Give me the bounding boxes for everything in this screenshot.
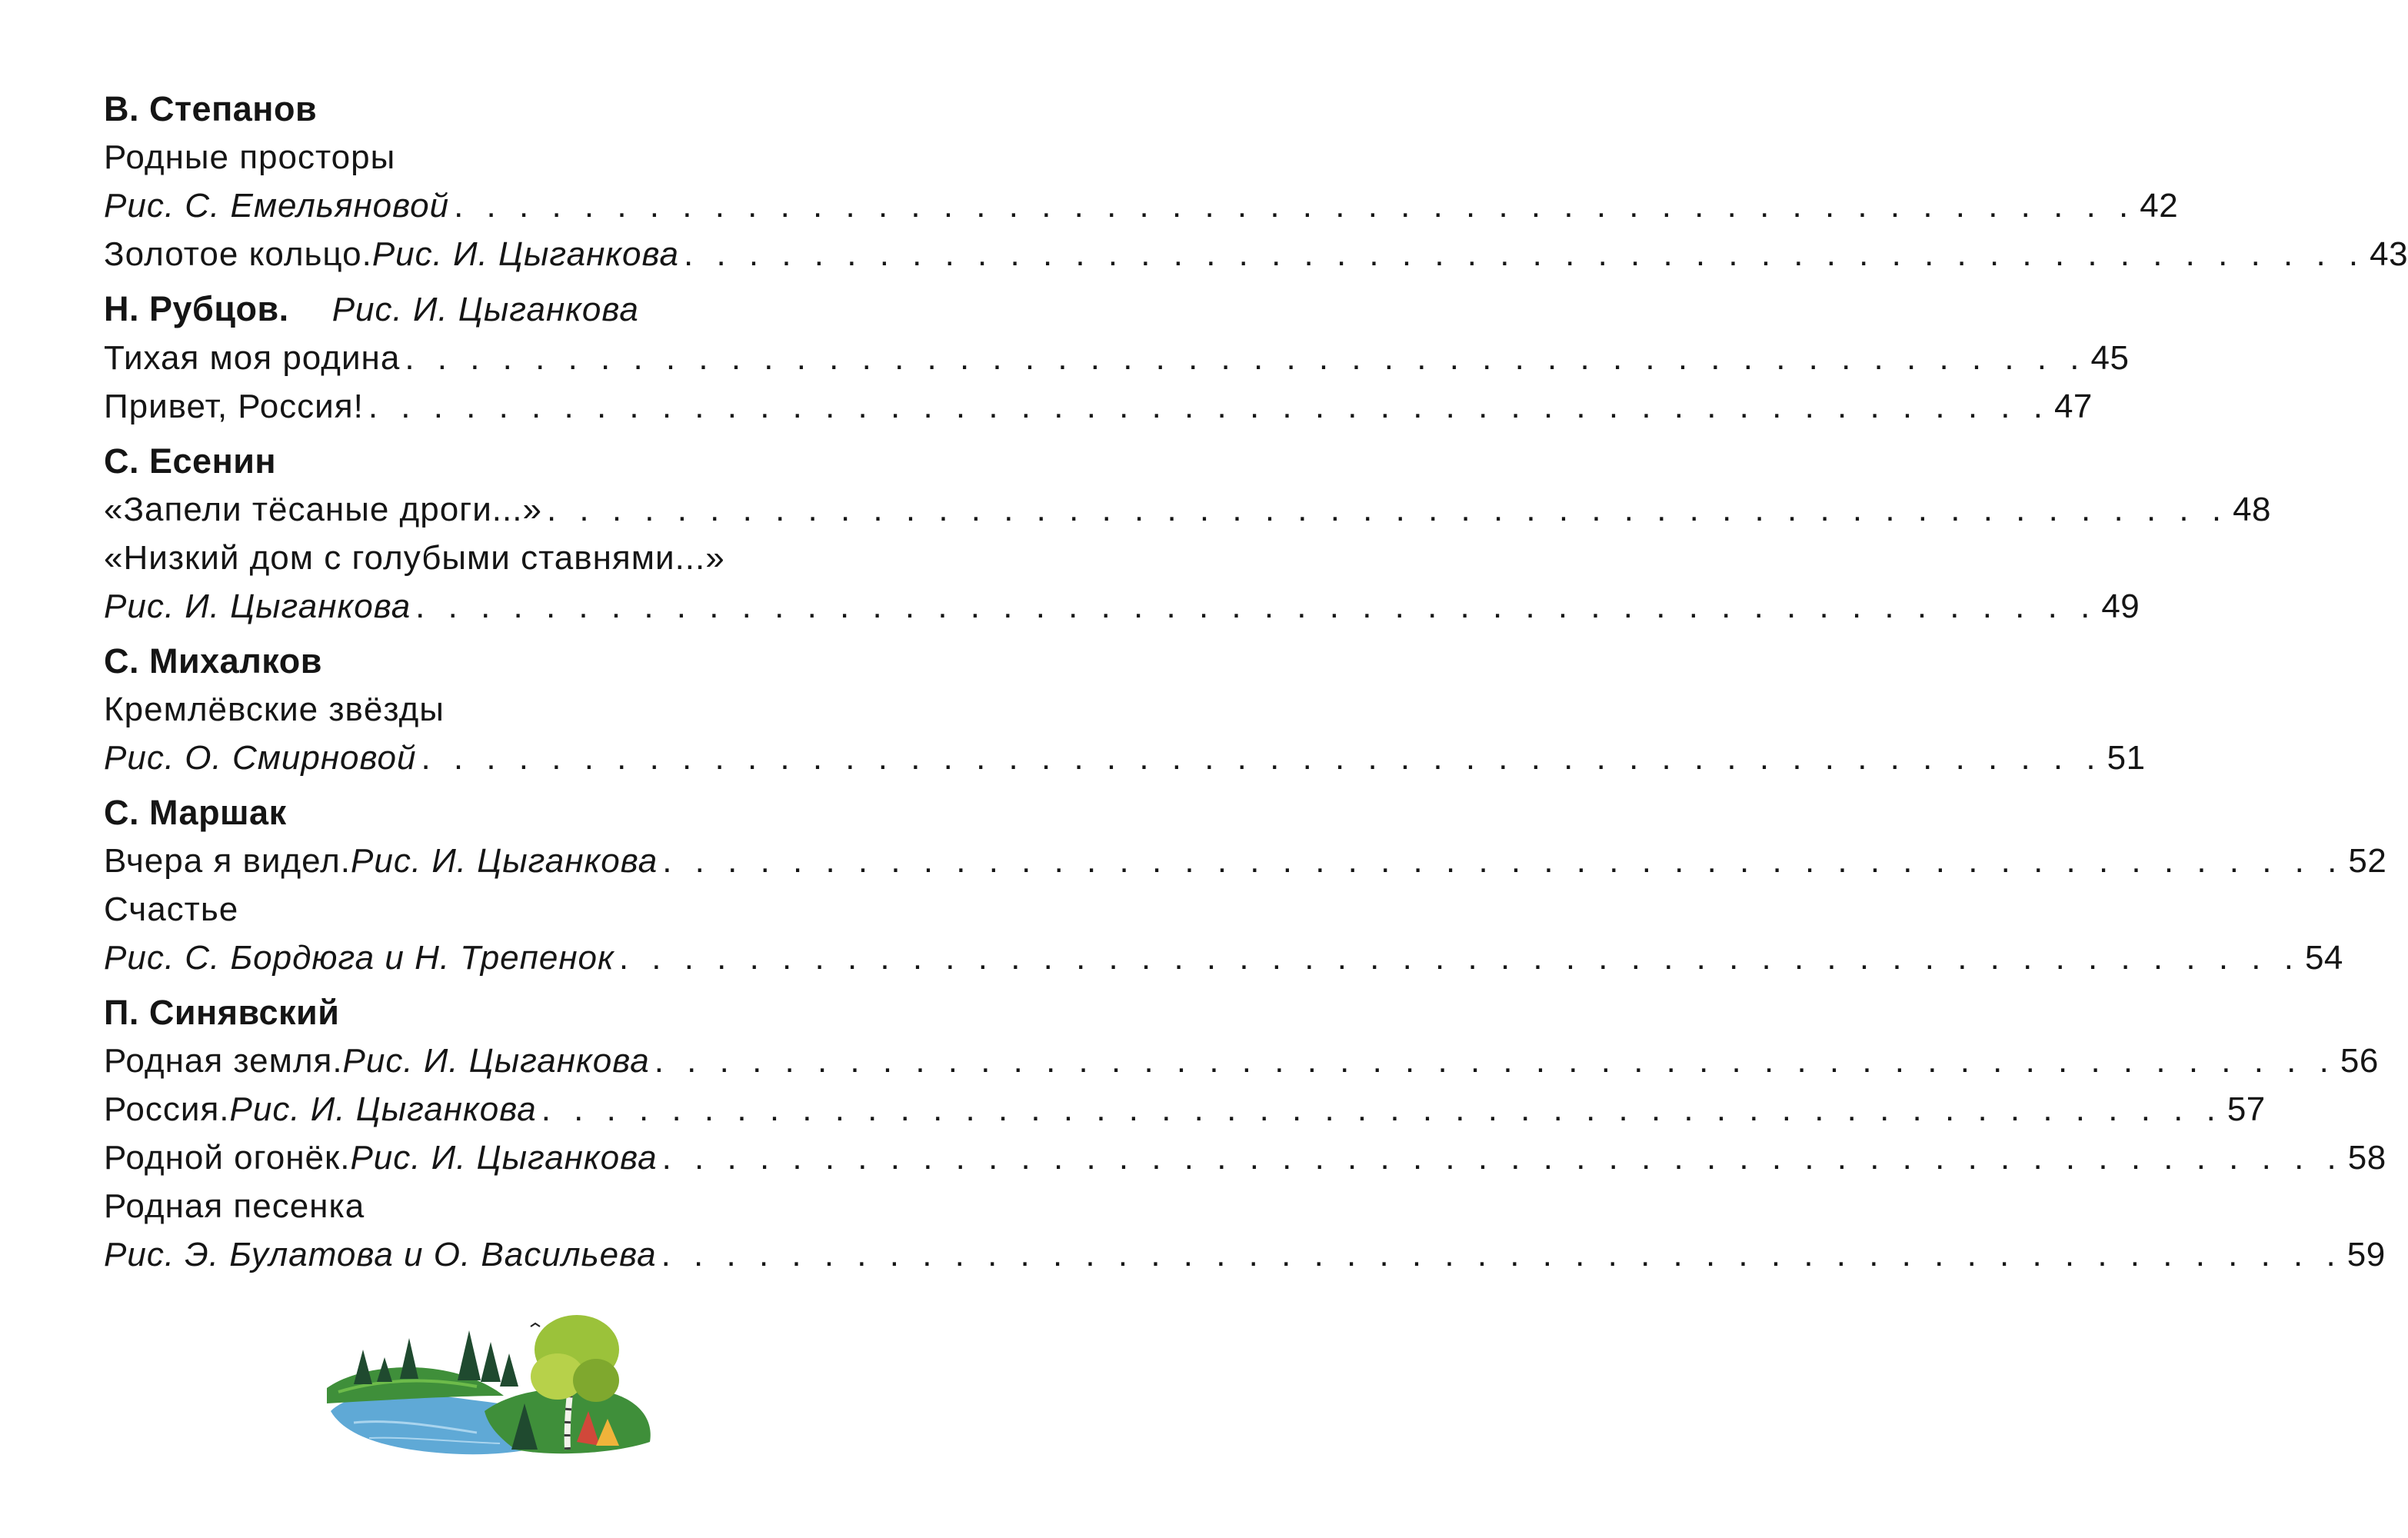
author-esenin: С. Есенин xyxy=(104,441,277,481)
toc-item-title: Родная песенка xyxy=(104,1187,365,1225)
toc-title-line xyxy=(104,885,901,934)
page-number: 42 xyxy=(2140,187,2179,225)
page-number: 47 xyxy=(2053,388,2093,425)
page-number: 58 xyxy=(2347,1139,2386,1177)
dot-leader: . . . . . . . . . . . . . . . . . . . . . . . . . . . . . . . . . . . . . . . . . . . . . . . . . . . . xyxy=(421,739,2103,777)
table-of-contents xyxy=(104,85,2408,1279)
page-number: 43 xyxy=(2370,235,2408,273)
toc-item-title: Родная земля. xyxy=(104,1042,343,1080)
page-number: 54 xyxy=(2304,939,2343,977)
author-mikhalkov: С. Михалков xyxy=(104,641,322,681)
page-number: 52 xyxy=(2348,842,2387,880)
author-illustrator: Рис. И. Цыганкова xyxy=(331,291,639,328)
dot-leader: . . . . . . . . . . . . . . . . . . . . . . . . . . . . . . . . . . . . . . . . . . . . . . . . . . . . xyxy=(618,939,2300,977)
author-sinyavsky: П. Синявский xyxy=(104,993,340,1032)
dot-leader: . . . . . . . . . . . . . . . . . . . . . . . . . . . . . . . . . . . . . . . . . . . . . . . . . . . . xyxy=(415,588,2097,625)
toc-item-illustrator: Рис. С. Бордюга и Н. Трепенок xyxy=(104,939,614,977)
toc-item-illustrator: Рис. О. Смирновой xyxy=(104,739,417,777)
toc-item-title: Кремлёвские звёзды xyxy=(104,691,445,728)
toc-item-illustrator: Рис. И. Цыганкова xyxy=(229,1090,537,1128)
author-name: Н. Рубцов. xyxy=(104,289,289,328)
toc-item-illustrator: Рис. И. Цыганкова xyxy=(350,1139,658,1177)
toc-item-title: Россия. xyxy=(104,1090,230,1128)
toc-item-illustrator: Рис. И. Цыганкова xyxy=(371,235,679,273)
dot-leader: . . . . . . . . . . . . . . . . . . . . . . . . . . . . . . . . . . . . . . . . . . . . . . . . . . . . xyxy=(454,187,2136,225)
toc-entry[interactable] xyxy=(104,1134,2386,1182)
toc-item-title: Родные просторы xyxy=(104,138,396,176)
author-stepanov: В. Степанов xyxy=(104,89,318,128)
dot-leader: . . . . . . . . . . . . . . . . . . . . . . . . . . . . . . . . . . . . . . . . . . . . . . . . . . . . xyxy=(662,842,2344,880)
toc-entry[interactable] xyxy=(104,1085,2266,1134)
toc-entry[interactable] xyxy=(104,934,2343,982)
toc-entry[interactable] xyxy=(104,1230,2386,1279)
toc-entry[interactable] xyxy=(104,230,2408,278)
toc-item-title: Родной огонёк. xyxy=(104,1139,351,1177)
toc-item-title: «Запели тёсаные дроги...» xyxy=(104,491,542,528)
toc-item-illustrator: Рис. Э. Булатова и О. Васильева xyxy=(104,1236,657,1273)
toc-title-line xyxy=(104,1182,901,1230)
toc-item-title: Счастье xyxy=(104,891,239,928)
toc-entry[interactable] xyxy=(104,734,2146,782)
dot-leader: . . . . . . . . . . . . . . . . . . . . . . . . . . . . . . . . . . . . . . . . . . . . . . . . . . . . xyxy=(661,1236,2343,1273)
page-number: 48 xyxy=(2233,491,2272,528)
dot-leader: . . . . . . . . . . . . . . . . . . . . . . . . . . . . . . . . . . . . . . . . . . . . . . . . . . . . xyxy=(546,491,2229,528)
page-number: 45 xyxy=(2090,339,2130,377)
toc-title-line xyxy=(104,534,901,582)
toc-entry[interactable] xyxy=(104,382,2093,431)
toc-entry[interactable] xyxy=(104,485,2272,534)
toc-item-illustrator: Рис. И. Цыганкова xyxy=(342,1042,650,1080)
dot-leader: . . . . . . . . . . . . . . . . . . . . . . . . . . . . . . . . . . . . . . . . . . . . . . . . . . . . xyxy=(661,1139,2343,1177)
toc-entry[interactable] xyxy=(104,334,2130,382)
toc-title-line xyxy=(104,133,901,181)
toc-item-title: Тихая моя родина xyxy=(104,339,401,377)
page-number: 51 xyxy=(2107,739,2146,777)
toc-item-title: «Низкий дом с голубыми ставнями...» xyxy=(104,539,725,577)
toc-entry[interactable] xyxy=(104,837,2387,885)
toc-item-illustrator: Рис. С. Емельяновой xyxy=(104,187,450,225)
page-number: 59 xyxy=(2346,1236,2386,1273)
page-number: 56 xyxy=(2340,1042,2379,1080)
dot-leader: . . . . . . . . . . . . . . . . . . . . . . . . . . . . . . . . . . . . . . . . . . . . . . . . . . . . xyxy=(654,1042,2336,1080)
toc-entry[interactable] xyxy=(104,1037,2379,1085)
page-number: 49 xyxy=(2101,588,2140,625)
dot-leader: . . . . . . . . . . . . . . . . . . . . . . . . . . . . . . . . . . . . . . . . . . . . . . . . . . . . xyxy=(541,1090,2223,1128)
page-number: 57 xyxy=(2226,1090,2266,1128)
dot-leader: . . . . . . . . . . . . . . . . . . . . . . . . . . . . . . . . . . . . . . . . . . . . . . . . . . . . xyxy=(368,388,2050,425)
toc-entry[interactable] xyxy=(104,181,2179,230)
toc-entry[interactable] xyxy=(104,582,2140,631)
dot-leader: . . . . . . . . . . . . . . . . . . . . . . . . . . . . . . . . . . . . . . . . . . . . . . . . . . . . xyxy=(405,339,2087,377)
dot-leader: . . . . . . . . . . . . . . . . . . . . . . . . . . . . . . . . . . . . . . . . . . . . . . . . . . . . xyxy=(684,235,2366,273)
bird-icon xyxy=(531,1323,540,1327)
toc-item-illustrator: Рис. И. Цыганкова xyxy=(351,842,658,880)
landscape-illustration xyxy=(323,1296,661,1465)
toc-item-title: Привет, Россия! xyxy=(104,388,364,425)
author-marshak: С. Маршак xyxy=(104,793,287,832)
author-rubtsov xyxy=(104,285,901,334)
toc-item-title: Золотое кольцо. xyxy=(104,235,372,273)
toc-title-line xyxy=(104,685,901,734)
toc-item-title: Вчера я видел. xyxy=(104,842,351,880)
toc-item-illustrator: Рис. И. Цыганкова xyxy=(104,588,411,625)
